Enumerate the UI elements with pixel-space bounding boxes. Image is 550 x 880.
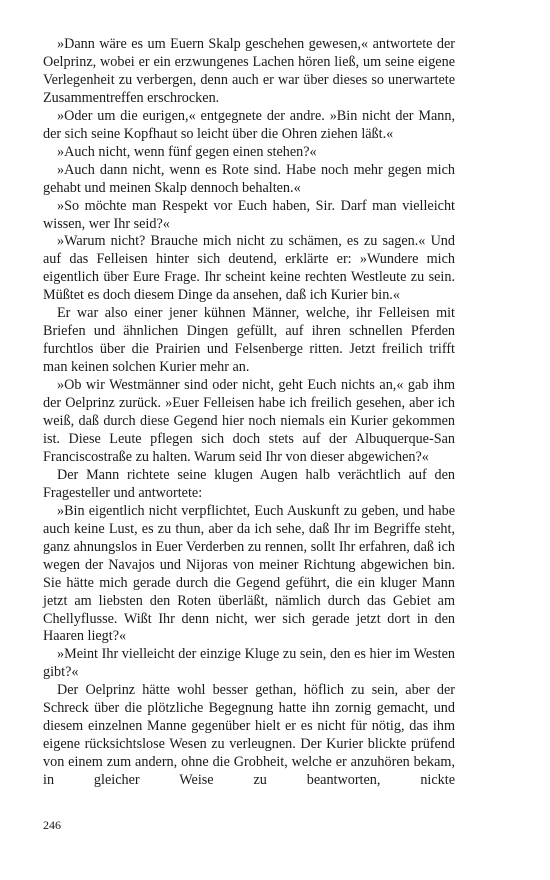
- paragraph-4: »Auch dann nicht, wenn es Rote sind. Habe noch mehr gegen mich gehabt und meinen Skalp dennoch behalten.«: [43, 161, 455, 196]
- paragraph-1: »Dann wäre es um Euern Skalp geschehen gewesen,« antwortete der Oelprinz, wobei er ein erzwungenes Lachen hören ließ, um seine eigene Verlegenheit zu verbergen, denn auch er war über dieses so unerwartete Zusammentreffen erschrocken.: [43, 36, 455, 106]
- paragraph-11: »Meint Ihr vielleicht der einzige Kluge zu sein, den es hier im Westen gibt?«: [43, 646, 455, 681]
- paragraph-12: Der Oelprinz hätte wohl besser gethan, höflich zu sein, aber der Schreck über die plötzliche Begegnung hatte ihn zornig gemacht, und diesem einzelnen Manne gegenüber hielt er es nicht für nötig, das ihm eigene rücksichtslose Wesen zu verleugnen. Der Kurier blickte prüfend von einem zum andern, ohne die Grobheit, welche er anzuhören bekam, in gleicher Weise zu beantworten, nickte: [43, 682, 455, 789]
- paragraph-5: »So möchte man Respekt vor Euch haben, Sir. Darf man vielleicht wissen, wer Ihr seid?«: [43, 197, 455, 232]
- paragraph-9: Der Mann richtete seine klugen Augen halb verächtlich auf den Fragesteller und antwortete:: [43, 466, 455, 501]
- paragraph-8: »Ob wir Westmänner sind oder nicht, geht Euch nichts an,« gab ihm der Oelprinz zurück. »Euer Felleisen habe ich freilich gesehen, aber ich weiß, daß durch diese Gegend hier noch niemals ein Kurier gekommen ist. Diese Leute pflegen sich doch stets auf der Albuquerque-San Franciscostraße zu halten. Warum seid Ihr von dieser abgewichen?«: [43, 377, 455, 465]
- paragraph-10: »Bin eigentlich nicht verpflichtet, Euch Auskunft zu geben, und habe auch keine Lust, es zu thun, aber da ich sehe, daß Ihr im Begriffe steht, ganz ahnungslos in Euer Verderben zu rennen, sollt Ihr erfahren, daß ich wegen der Navajos und Nijoras von meiner Richtung abgewichen bin. Sie hätte mich gerade durch die Gegend geführt, die ein kluger Mann jetzt am liebsten den Roten überläßt, nämlich durch das Gebiet am Chellyflusse. Wißt Ihr denn nicht, wer sich gerade jetzt dort in den Haaren liegt?«: [43, 502, 455, 645]
- paragraph-6: »Warum nicht? Brauche mich nicht zu schämen, es zu sagen.« Und auf das Felleisen hinter sich deutend, erklärte er: »Wundere mich eigentlich über Eure Frage. Ihr scheint keine rechten Westleute zu sein. Müßtet es doch diesem Dinge da ansehen, daß ich Kurier bin.«: [43, 233, 455, 304]
- page-number: 246: [43, 818, 61, 832]
- paragraph-2: »Oder um die eurigen,« entgegnete der andre. »Bin nicht der Mann, der sich seine Kopfhaut so leicht über die Ohren ziehen läßt.«: [43, 107, 455, 142]
- page-body: [43, 36, 455, 790]
- paragraph-7: Er war also einer jener kühnen Männer, welche, ihr Felleisen mit Briefen und ähnlichen Dingen gefüllt, auf ihren schnellen Pferden furchtlos über die Prairien und Felsenberge ritten. Jetzt freilich trifft man keinen solchen Kurier mehr an.: [43, 305, 455, 376]
- paragraph-3: »Auch nicht, wenn fünf gegen einen stehen?«: [57, 143, 317, 160]
